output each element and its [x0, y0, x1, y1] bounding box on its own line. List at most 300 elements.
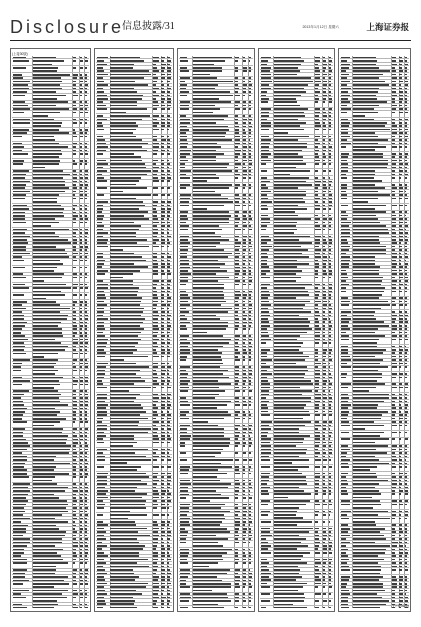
cell-text	[180, 315, 185, 317]
cell-text	[235, 70, 239, 72]
cell-text	[243, 139, 246, 141]
cell-text	[392, 108, 396, 110]
cell-text	[315, 64, 318, 66]
cell-text	[33, 394, 61, 396]
cell-text	[323, 500, 325, 502]
cell-text	[80, 435, 83, 437]
cell-text	[85, 91, 86, 93]
cell-text	[261, 201, 272, 203]
cell-text	[353, 432, 384, 434]
cell-text	[405, 346, 406, 348]
cell-text	[73, 236, 76, 238]
cell-text	[33, 380, 59, 382]
cell-text	[315, 459, 321, 461]
cell-text	[85, 442, 87, 444]
cell-text	[323, 198, 327, 200]
cell-text	[274, 394, 302, 396]
cell-text	[80, 318, 82, 320]
cell-text	[261, 473, 270, 475]
cell-text	[161, 301, 164, 303]
cell-text	[249, 249, 251, 251]
cell-text	[249, 380, 252, 382]
cell-text	[341, 156, 348, 158]
cell-text	[274, 129, 304, 131]
cell-text	[249, 521, 252, 523]
cell-text	[85, 487, 87, 489]
cell-text	[329, 552, 332, 554]
cell-text	[243, 236, 247, 238]
cell-text	[243, 569, 246, 571]
cell-text	[315, 136, 320, 138]
cell-text	[353, 225, 386, 227]
cell-text	[261, 136, 270, 138]
cell-text	[73, 205, 78, 207]
cell-text	[97, 64, 108, 66]
cell-text	[33, 205, 61, 207]
cell-text	[341, 432, 349, 434]
table-row	[179, 541, 253, 548]
cell-text	[399, 559, 401, 561]
cell-text	[193, 311, 228, 313]
cell-text	[341, 473, 348, 475]
cell-text	[329, 559, 332, 561]
cell-text	[274, 483, 307, 485]
cell-text	[399, 579, 402, 581]
cell-text	[13, 249, 26, 251]
cell-text	[167, 579, 169, 581]
cell-text	[323, 236, 325, 238]
cell-text	[315, 586, 318, 588]
cell-text	[33, 497, 59, 499]
cell-text	[274, 349, 299, 351]
cell-text	[193, 442, 230, 444]
cell-text	[329, 545, 332, 547]
cell-text	[73, 353, 78, 355]
cell-text	[180, 277, 188, 279]
cell-text	[33, 91, 56, 93]
cell-text	[405, 586, 407, 588]
cell-text	[329, 88, 331, 90]
cell-text	[80, 81, 83, 83]
table-row	[12, 259, 89, 266]
table-row	[179, 176, 253, 183]
cell-text	[274, 442, 303, 444]
cell-text	[274, 98, 296, 100]
cell-text	[323, 325, 325, 327]
cell-text	[161, 521, 165, 523]
cell-text	[353, 249, 386, 251]
cell-text	[153, 263, 158, 265]
cell-text	[80, 390, 83, 392]
cell-text	[392, 242, 397, 244]
cell-text	[73, 198, 76, 200]
cell-text	[167, 225, 170, 227]
table-row	[12, 94, 89, 101]
cell-text	[235, 146, 238, 148]
cell-text	[97, 229, 103, 231]
cell-text	[315, 339, 320, 341]
cell-text	[329, 466, 332, 468]
cell-text	[353, 377, 381, 379]
table-row	[340, 204, 409, 211]
cell-text	[353, 586, 383, 588]
cell-text	[274, 559, 301, 561]
cell-text	[323, 476, 325, 478]
cell-text	[249, 246, 252, 248]
cell-text	[392, 425, 397, 427]
cell-text	[329, 456, 331, 458]
cell-text	[193, 304, 221, 306]
table-row	[179, 562, 253, 569]
cell-text	[73, 418, 76, 420]
cell-text	[161, 421, 164, 423]
cell-text	[341, 263, 350, 265]
cell-text	[97, 411, 107, 413]
cell-text	[167, 119, 169, 121]
cell-text	[235, 549, 238, 551]
cell-text	[73, 246, 76, 248]
cell-text	[193, 84, 218, 86]
cell-text	[405, 239, 408, 241]
cell-text	[180, 432, 187, 434]
cell-text	[261, 401, 269, 403]
cell-text	[235, 487, 240, 489]
cell-text	[235, 583, 240, 585]
cell-text	[33, 136, 55, 138]
cell-text	[80, 136, 83, 138]
cell-text	[97, 607, 103, 608]
table-row	[12, 596, 89, 603]
cell-text	[243, 77, 246, 79]
cell-text	[235, 105, 239, 107]
cell-text	[13, 191, 30, 193]
cell-text	[323, 349, 327, 351]
cell-text	[323, 332, 326, 334]
cell-text	[13, 349, 24, 351]
cell-text	[329, 370, 331, 372]
cell-text	[33, 146, 68, 148]
table-row	[340, 197, 409, 204]
cell-text	[249, 346, 252, 348]
cell-text	[73, 363, 75, 365]
cell-text	[85, 129, 87, 131]
cell-text	[399, 232, 403, 234]
cell-text	[274, 528, 313, 530]
cell-text	[110, 294, 137, 296]
cell-text	[73, 435, 77, 437]
cell-text	[261, 60, 268, 62]
cell-text	[243, 459, 247, 461]
table-row	[12, 352, 89, 359]
cell-text	[180, 559, 187, 561]
cell-text	[13, 525, 28, 527]
cell-text	[353, 562, 378, 564]
cell-text	[353, 401, 383, 403]
cell-text	[13, 81, 30, 83]
cell-text	[80, 112, 83, 114]
cell-text	[13, 401, 23, 403]
cell-text	[110, 370, 140, 372]
cell-text	[249, 404, 251, 406]
cell-text	[193, 435, 224, 437]
cell-text	[249, 328, 251, 330]
cell-text	[315, 576, 319, 578]
cell-text	[392, 466, 396, 468]
cell-text	[97, 332, 103, 334]
cell-text	[97, 524, 108, 526]
cell-text	[243, 383, 245, 385]
cell-text	[243, 466, 246, 468]
cell-text	[315, 139, 318, 141]
cell-text	[80, 411, 82, 413]
cell-text	[33, 507, 66, 509]
cell-text	[405, 332, 407, 334]
cell-text	[243, 597, 246, 599]
cell-text	[85, 256, 87, 258]
cell-text	[243, 607, 247, 608]
cell-text	[261, 263, 267, 265]
cell-text	[323, 600, 327, 602]
cell-text	[392, 463, 396, 465]
cell-text	[399, 586, 402, 588]
cell-text	[243, 342, 246, 344]
cell-text	[73, 542, 78, 544]
cell-text	[161, 480, 163, 482]
cell-text	[341, 466, 350, 468]
cell-text	[193, 277, 229, 279]
table-row	[12, 287, 89, 294]
cell-text	[167, 167, 169, 169]
cell-text	[323, 60, 326, 62]
cell-text	[274, 266, 297, 268]
cell-text	[399, 239, 402, 241]
cell-text	[13, 246, 27, 248]
cell-text	[193, 559, 223, 561]
cell-text	[243, 356, 245, 358]
cell-text	[329, 363, 331, 365]
cell-text	[323, 284, 325, 286]
cell-text	[110, 277, 123, 279]
cell-text	[85, 184, 88, 186]
cell-text	[399, 174, 401, 176]
cell-text	[85, 494, 87, 496]
table-row	[179, 359, 253, 366]
cell-text	[249, 294, 252, 296]
cell-text	[261, 181, 271, 183]
cell-text	[13, 335, 25, 337]
cell-text	[353, 500, 380, 502]
cell-text	[323, 548, 327, 550]
cell-text	[73, 143, 77, 145]
cell-text	[167, 67, 170, 69]
cell-text	[235, 377, 238, 379]
cell-text	[353, 60, 377, 62]
cell-text	[73, 95, 78, 97]
cell-text	[97, 304, 107, 306]
cell-text	[97, 456, 106, 458]
cell-text	[153, 449, 158, 451]
cell-text	[180, 490, 189, 492]
cell-text	[153, 256, 157, 258]
cell-text	[180, 600, 189, 602]
cell-text	[235, 242, 241, 244]
cell-text	[249, 108, 251, 110]
cell-text	[341, 459, 350, 461]
cell-text	[274, 122, 306, 124]
cell-text	[73, 60, 76, 62]
cell-text	[80, 212, 82, 214]
cell-text	[85, 473, 88, 475]
cell-text	[167, 603, 169, 605]
cell-text	[261, 91, 267, 93]
cell-text	[73, 239, 77, 241]
cell-text	[261, 380, 269, 382]
cell-text	[167, 284, 170, 286]
cell-text	[193, 373, 222, 375]
cell-text	[315, 373, 320, 375]
cell-text	[193, 60, 225, 62]
cell-text	[33, 401, 60, 403]
cell-text	[353, 545, 389, 547]
cell-text	[261, 397, 266, 399]
cell-text	[80, 421, 83, 423]
cell-text	[80, 332, 82, 334]
cell-text	[153, 139, 157, 141]
cell-text	[80, 184, 83, 186]
cell-text	[73, 432, 76, 434]
cell-text	[193, 294, 224, 296]
cell-text	[85, 377, 87, 379]
cell-text	[110, 363, 136, 365]
cell-text	[249, 163, 252, 165]
cell-text	[243, 552, 245, 554]
cell-text	[180, 328, 188, 330]
cell-text	[249, 201, 251, 203]
cell-text	[193, 504, 225, 506]
cell-text	[13, 390, 30, 392]
cell-text	[315, 160, 321, 162]
cell-text	[353, 239, 379, 241]
cell-text	[392, 476, 396, 478]
cell-text	[110, 201, 143, 203]
cell-text	[180, 531, 188, 533]
cell-text	[249, 607, 252, 608]
cell-text	[161, 531, 164, 533]
cell-text	[243, 167, 247, 169]
cell-text	[323, 562, 326, 564]
cell-text	[13, 366, 21, 368]
cell-text	[243, 580, 246, 582]
cell-text	[323, 112, 326, 114]
cell-text	[97, 339, 108, 341]
cell-text	[80, 377, 83, 379]
cell-text	[161, 493, 164, 495]
cell-text	[399, 101, 402, 103]
cell-text	[13, 549, 25, 551]
cell-text	[261, 294, 271, 296]
cell-text	[392, 407, 396, 409]
cell-text	[110, 356, 147, 358]
cell-text	[323, 119, 326, 121]
cell-text	[315, 311, 319, 313]
cell-text	[73, 212, 76, 214]
cell-text	[153, 411, 157, 413]
cell-text	[73, 177, 77, 179]
cell-text	[249, 569, 251, 571]
table-row	[12, 369, 89, 376]
cell-text	[13, 559, 27, 561]
cell-text	[323, 294, 326, 296]
cell-text	[110, 531, 137, 533]
cell-text	[80, 91, 83, 93]
cell-text	[323, 490, 326, 492]
cell-text	[180, 136, 187, 138]
cell-text	[329, 476, 331, 478]
cell-text	[243, 115, 245, 117]
cell-text	[161, 476, 163, 478]
cell-text	[392, 593, 395, 595]
cell-text	[243, 129, 246, 131]
cell-text	[235, 483, 240, 485]
cell-text	[33, 174, 70, 176]
cell-text	[392, 57, 396, 59]
cell-text	[80, 119, 83, 121]
cell-text	[249, 507, 251, 509]
cell-text	[80, 122, 83, 124]
cell-text	[153, 363, 158, 365]
cell-text	[33, 60, 64, 62]
cell-text	[329, 160, 331, 162]
cell-text	[161, 528, 164, 530]
cell-text	[329, 67, 331, 69]
cell-text	[243, 438, 246, 440]
cell-text	[392, 535, 395, 537]
cell-text	[180, 263, 189, 265]
cell-text	[329, 270, 332, 272]
cell-text	[261, 373, 272, 375]
cell-text	[153, 421, 159, 423]
cell-text	[33, 57, 56, 59]
cell-text	[153, 301, 158, 303]
cell-text	[399, 222, 402, 224]
cell-text	[13, 260, 25, 262]
cell-text	[399, 449, 402, 451]
cell-text	[97, 301, 105, 303]
cell-text	[110, 143, 148, 145]
cell-text	[13, 607, 28, 608]
cell-text	[329, 562, 331, 564]
cell-text	[167, 180, 170, 182]
cell-text	[274, 435, 310, 437]
table-row	[340, 111, 409, 118]
cell-text	[13, 442, 28, 444]
cell-text	[243, 339, 246, 341]
cell-text	[353, 129, 390, 131]
cell-text	[13, 150, 22, 152]
cell-text	[85, 538, 87, 540]
cell-text	[399, 490, 402, 492]
cell-text	[13, 122, 30, 124]
cell-text	[167, 88, 170, 90]
cell-text	[405, 483, 407, 485]
cell-text	[405, 136, 408, 138]
cell-text	[180, 177, 190, 179]
cell-text	[180, 101, 190, 103]
cell-text	[85, 218, 88, 220]
cell-text	[13, 353, 26, 355]
cell-text	[193, 480, 220, 482]
cell-text	[33, 500, 67, 502]
